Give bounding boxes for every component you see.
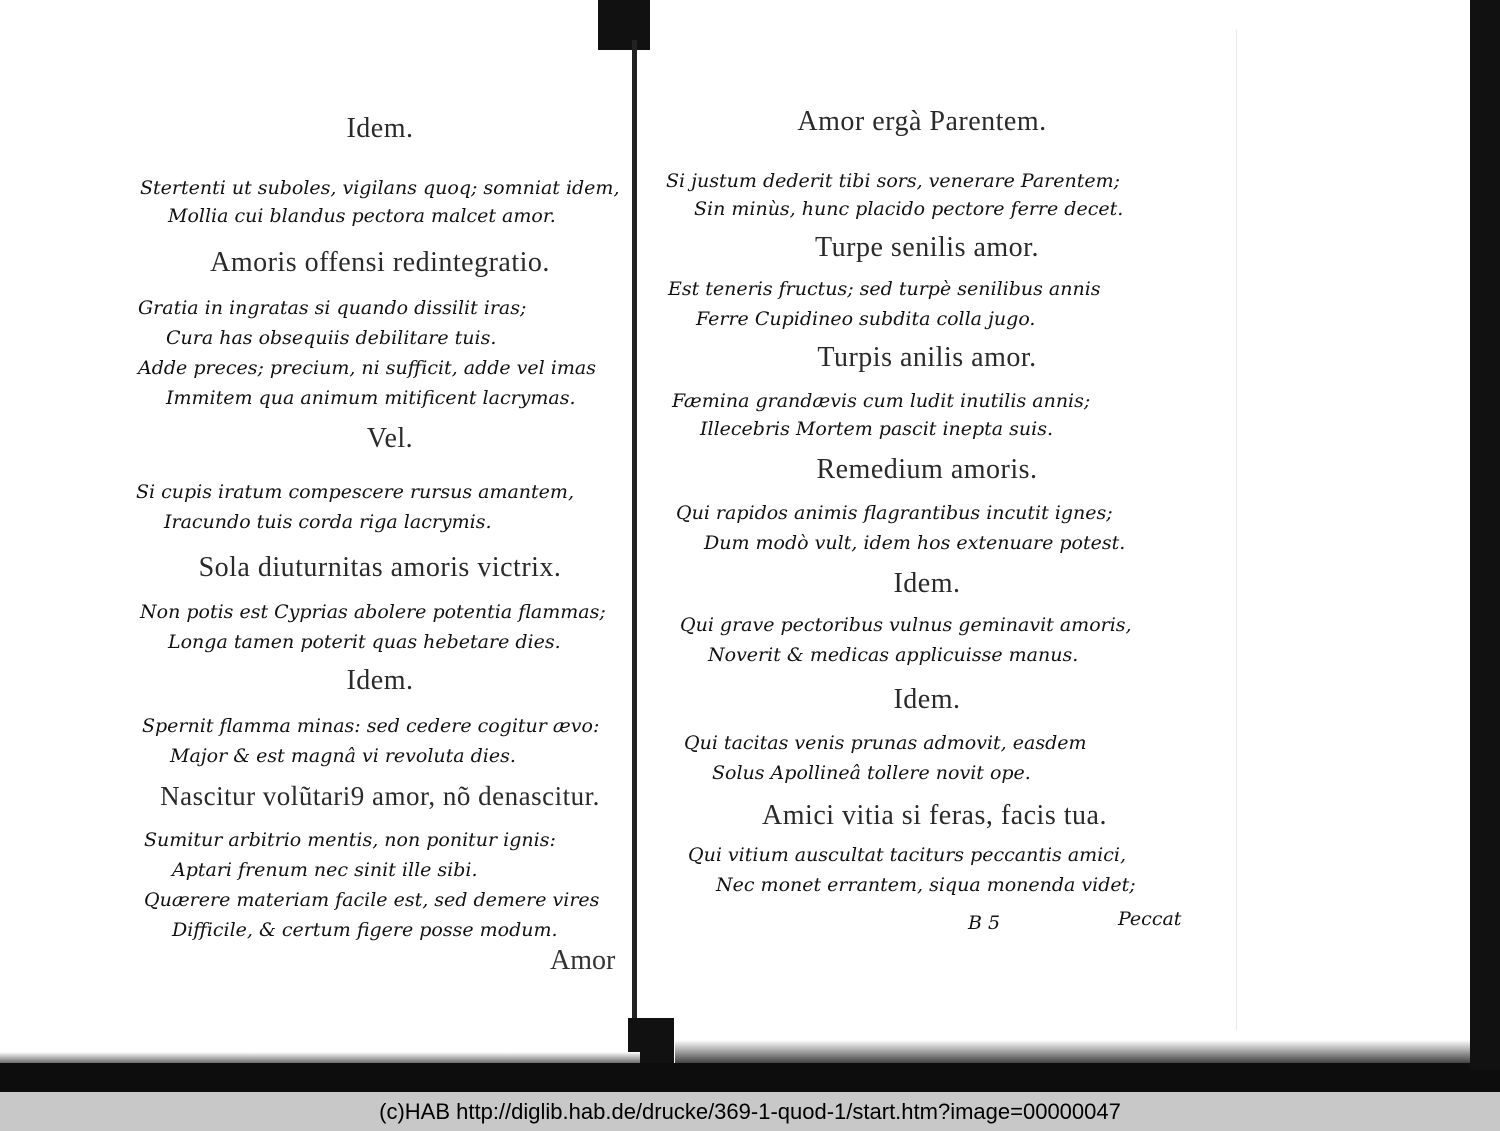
verse-line: Spernit flamma minas: sed cedere cogitur ævo: bbox=[142, 715, 600, 737]
heading: Nascitur volũtari9 amor, nõ denascitur. bbox=[160, 781, 600, 811]
source-footer bbox=[0, 1092, 1500, 1131]
verse-line: Stertenti ut suboles, vigilans quoq; somniat idem, bbox=[140, 177, 620, 199]
heading: Idem. bbox=[893, 568, 961, 599]
verse-line: Noverit & medicas applicuisse manus. bbox=[708, 644, 1079, 666]
verse-line: Difficile, & certum figere posse modum. bbox=[172, 919, 558, 941]
scan-bottom-edge bbox=[0, 1063, 1500, 1092]
verse-line: Solus Apollineâ tollere novit ope. bbox=[712, 762, 1031, 784]
heading: Turpe senilis amor. bbox=[815, 232, 1039, 263]
heading: Idem. bbox=[893, 684, 961, 715]
verse-line: Fæmina grandævis cum ludit inutilis annis; bbox=[672, 390, 1091, 412]
verse-line: Cura has obsequiis debilitare tuis. bbox=[166, 327, 497, 349]
verse-line: Est teneris fructus; sed turpè senilibus annis bbox=[668, 278, 1101, 300]
verse-line: Qui rapidos animis flagrantibus incutit ignes; bbox=[676, 502, 1113, 524]
verse-line: Major & est magnâ vi revoluta dies. bbox=[170, 745, 516, 767]
verse-line: Longa tamen poterit quas hebetare dies. bbox=[168, 631, 561, 653]
source-url-text: (c)HAB http://diglib.hab.de/drucke/369-1-quod-1/start.htm?image=00000047 bbox=[379, 1098, 1121, 1124]
verse-line: Iracundo tuis corda riga lacrymis. bbox=[164, 511, 492, 533]
bottom-shadow-right bbox=[675, 1040, 1475, 1065]
verse-line: Nec monet errantem, siqua monenda videt; bbox=[716, 874, 1136, 896]
heading: Vel. bbox=[366, 423, 414, 454]
heading: Turpis anilis amor. bbox=[817, 342, 1037, 373]
heading: Sola diuturnitas amoris victrix. bbox=[198, 552, 562, 583]
verse-line: Qui tacitas venis prunas admovit, easdem bbox=[684, 732, 1087, 754]
verse-line: Si justum dederit tibi sors, venerare Parentem; bbox=[666, 170, 1121, 192]
verse-line: Quærere materiam facile est, sed demere vires bbox=[144, 889, 600, 911]
catchword: Amor bbox=[550, 945, 616, 976]
gutter-shadow-top bbox=[598, 0, 650, 50]
verse-line: Aptari frenum nec sinit ille sibi. bbox=[172, 859, 478, 881]
verse-line: Adde preces; precium, ni sufficit, adde vel imas bbox=[138, 357, 596, 379]
heading: Idem. bbox=[346, 113, 414, 144]
scan-right-edge bbox=[1470, 0, 1500, 1070]
verse-line: Qui grave pectoribus vulnus geminavit amoris, bbox=[680, 614, 1132, 636]
verse-line: Sin minùs, hunc placido pectore ferre decet. bbox=[694, 198, 1124, 220]
heading: Idem. bbox=[346, 665, 414, 696]
verse-line: Ferre Cupidineo subdita colla jugo. bbox=[696, 308, 1036, 330]
heading: Amor ergà Parentem. bbox=[797, 106, 1047, 137]
gutter-line bbox=[632, 40, 637, 1030]
verse-line: Mollia cui blandus pectora malcet amor. bbox=[168, 205, 556, 227]
verse-line: Qui vitium auscultat taciturs peccantis amici, bbox=[688, 844, 1127, 866]
catchword: Peccat bbox=[1118, 908, 1182, 930]
signature-mark: B 5 bbox=[968, 912, 1001, 934]
verse-line: Non potis est Cyprias abolere potentia flammas; bbox=[140, 601, 606, 623]
verse-line: Dum modò vult, idem hos extenuare potest. bbox=[704, 532, 1126, 554]
heading: Amici vitia si feras, facis tua. bbox=[762, 800, 1107, 831]
heading: Amoris offensi redintegratio. bbox=[210, 247, 550, 278]
heading: Remedium amoris. bbox=[816, 454, 1038, 485]
page-edge bbox=[1236, 30, 1237, 1030]
verse-line: Gratia in ingratas si quando dissilit iras; bbox=[138, 297, 527, 319]
verse-line: Immitem qua animum mitificent lacrymas. bbox=[166, 387, 576, 409]
verse-line: Illecebris Mortem pascit inepta suis. bbox=[700, 418, 1054, 440]
verse-line: Sumitur arbitrio mentis, non ponitur ignis: bbox=[144, 829, 556, 851]
verse-line: Si cupis iratum compescere rursus amantem, bbox=[136, 481, 574, 503]
